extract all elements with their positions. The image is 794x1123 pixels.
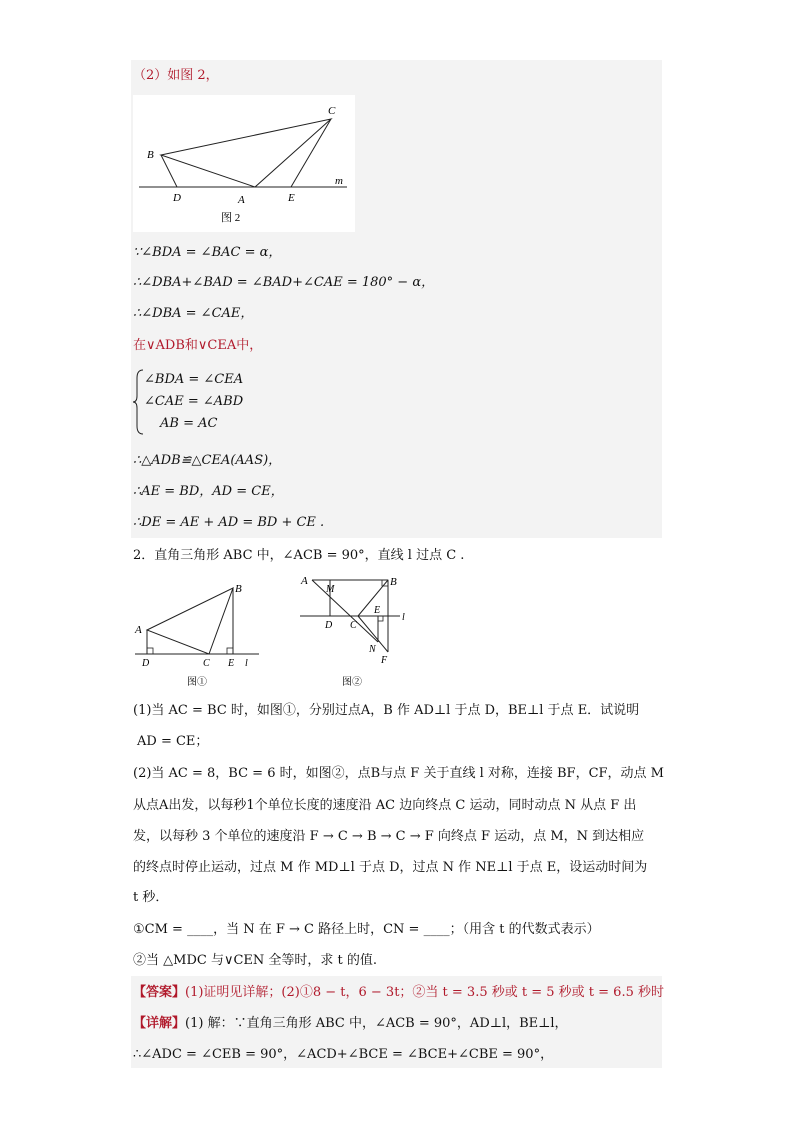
q2-sub-2: ②当 △MDC 与∨CEN 全等时，求 t 的值. [133, 953, 378, 968]
fig2-label-m: m [335, 175, 343, 187]
detail-label: 【详解】 [133, 1016, 186, 1031]
part2-line-6: ∴AE = BD，AD = CE， [133, 484, 284, 499]
q2-part1-line-a: (1)当 AC = BC 时，如图①，分别过点A，B 作 AD⊥l 于点 D，BE⊥l 于点 E．试说明 [133, 703, 640, 718]
fig2-label-d: D [173, 192, 181, 204]
fig2b-label-e: E [374, 605, 381, 616]
system-eq-3: AB = AC [160, 416, 218, 431]
q2-part2-line-a: (2)当 AC = 8，BC = 6 时，如图②，点B与点 F 关于直线 l 对称，连接 BF，CF，动点 M [133, 766, 664, 781]
figure-circle-2 [298, 572, 410, 690]
fig1-label-a: A [135, 624, 142, 636]
fig1-label-c: C [203, 658, 210, 669]
fig2b-label-b: B [390, 576, 397, 588]
fig2b-caption: 图② [342, 677, 362, 688]
fig2b-label-c: C [350, 620, 357, 631]
fig2b-label-f: F [381, 655, 388, 666]
system-eq-1: ∠BDA = ∠CEA [144, 372, 244, 387]
part2-line-5: ∴△ADB≌△CEA(AAS)， [133, 453, 282, 468]
part2-line-3: ∴∠DBA = ∠CAE， [133, 306, 254, 321]
fig2-label-a: A [238, 194, 245, 206]
answer-line [133, 983, 664, 1003]
part2-line-2: ∴∠DBA+∠BAD = ∠BAD+∠CAE = 180° − α， [133, 275, 435, 290]
detail-line-1 [133, 1014, 568, 1034]
q2-part2-line-b: 从点A出发，以每秒1个单位长度的速度沿 AC 边向终点 C 运动，同时动点 N 从点 F 出 [133, 798, 637, 813]
question-2-title: 2．直角三角形 ABC 中，∠ACB = 90°，直线 l 过点 C . [133, 548, 465, 563]
fig2-caption: 图 2 [221, 212, 241, 224]
detail-text-1: (1) 解：∵直角三角形 ABC 中，∠ACB = 90°，AD⊥l，BE⊥l， [185, 1016, 568, 1031]
figure-2 [133, 95, 355, 232]
fig2b-label-d: D [325, 620, 333, 631]
fig2b-label-l: l [402, 612, 405, 623]
part2-line-1: ∵∠BDA = ∠BAC = α， [133, 245, 282, 260]
part2-line-4: 在∨ADB和∨CEA中， [133, 338, 263, 353]
system-eq-2: ∠CAE = ∠ABD [144, 394, 244, 409]
q2-part2-line-d: 的终点时停止运动，过点 M 作 MD⊥l 于点 D，过点 N 作 NE⊥l 于点 E，设运动时间为 [133, 860, 648, 875]
answer-text: (1)证明见详解；(2)①8 − t，6 − 3t；②当 t = 3.5 秒或 t = 5 秒或 t = 6.5 秒时 [185, 985, 664, 1000]
fig2-label-c: C [328, 105, 336, 117]
fig2-label-e: E [288, 192, 295, 204]
figure-circle-1 [133, 578, 263, 690]
fig2b-label-n: N [369, 644, 376, 655]
fig2b-label-m: M [326, 584, 335, 595]
fig1-label-e: E [228, 658, 235, 669]
q2-part2-line-e: t 秒． [133, 890, 169, 905]
part2-line-7: ∴DE = AE + AD = BD + CE . [133, 515, 325, 530]
fig1-caption: 图① [187, 677, 207, 688]
part2-heading: （2）如图 2， [133, 68, 219, 83]
system-brace [131, 368, 145, 436]
fig2b-label-a: A [301, 575, 308, 587]
q2-part2-line-c: 发，以每秒 3 个单位的速度沿 F → C → B → C → F 向终点 F 运动，点 M，N 到达相应 [133, 829, 645, 844]
fig1-label-b: B [235, 583, 242, 595]
detail-line-2: ∴∠ADC = ∠CEB = 90°，∠ACD+∠BCE = ∠BCE+∠CBE = 90°， [133, 1047, 554, 1062]
fig1-label-l: l [245, 658, 248, 669]
q2-sub-1: ①CM = ____，当 N 在 F → C 路径上时，CN = ____；（用含 t 的代数式表示） [133, 922, 600, 937]
answer-label: 【答案】 [133, 985, 186, 1000]
fig2-label-b: B [147, 149, 154, 161]
fig1-label-d: D [142, 658, 150, 669]
q2-part1-line-b: AD = CE； [137, 734, 209, 749]
